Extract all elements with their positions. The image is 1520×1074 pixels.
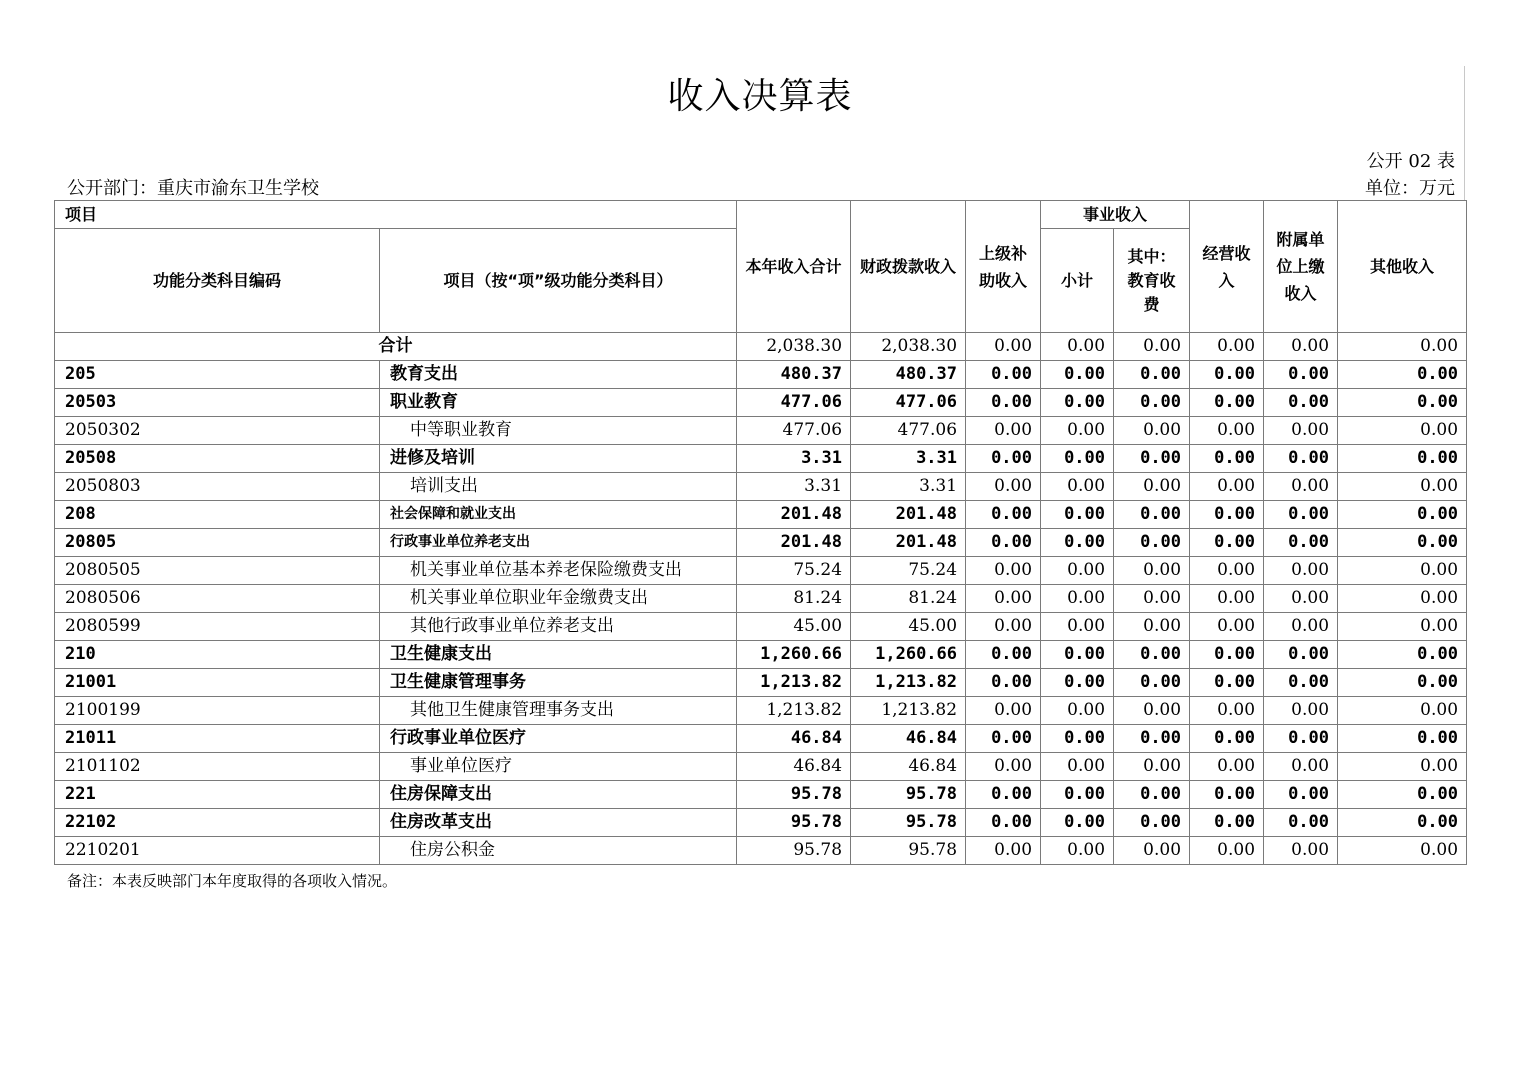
table-row — [55, 641, 1467, 669]
row-value: 480.37 — [737, 361, 851, 389]
header-affiliated: 附属单位上缴收入 — [1264, 201, 1338, 333]
row-value: 0.00 — [1041, 585, 1114, 613]
row-value: 0.00 — [966, 529, 1041, 557]
row-value: 0.00 — [1338, 585, 1467, 613]
row-value: 0.00 — [966, 585, 1041, 613]
row-name: 卫生健康支出 — [380, 641, 737, 669]
row-value: 0.00 — [1338, 613, 1467, 641]
total-value: 2,038.30 — [851, 333, 966, 361]
row-value: 1,260.66 — [737, 641, 851, 669]
row-value: 0.00 — [1114, 417, 1190, 445]
row-value: 45.00 — [737, 613, 851, 641]
row-code: 20508 — [55, 445, 380, 473]
row-value: 95.78 — [737, 781, 851, 809]
row-value: 1,213.82 — [851, 697, 966, 725]
row-value: 477.06 — [851, 389, 966, 417]
row-value: 0.00 — [966, 501, 1041, 529]
row-code: 2080505 — [55, 557, 380, 585]
row-value: 0.00 — [966, 613, 1041, 641]
header-other: 其他收入 — [1338, 201, 1467, 333]
row-value: 0.00 — [1338, 557, 1467, 585]
row-value: 201.48 — [851, 501, 966, 529]
row-code: 2080599 — [55, 613, 380, 641]
row-value: 0.00 — [1190, 529, 1264, 557]
row-value: 0.00 — [1190, 417, 1264, 445]
row-value: 0.00 — [1190, 613, 1264, 641]
total-row — [55, 333, 1467, 361]
row-value: 0.00 — [1338, 697, 1467, 725]
row-value: 0.00 — [1114, 697, 1190, 725]
row-value: 81.24 — [737, 585, 851, 613]
row-value: 45.00 — [851, 613, 966, 641]
row-name: 行政事业单位养老支出 — [380, 529, 737, 557]
row-name: 住房改革支出 — [380, 809, 737, 837]
row-value: 1,260.66 — [851, 641, 966, 669]
row-value: 0.00 — [966, 641, 1041, 669]
total-value: 0.00 — [966, 333, 1041, 361]
row-name: 卫生健康管理事务 — [380, 669, 737, 697]
table-row — [55, 445, 1467, 473]
row-value: 477.06 — [851, 417, 966, 445]
row-value: 0.00 — [1114, 753, 1190, 781]
row-value: 95.78 — [737, 837, 851, 865]
row-name: 其他卫生健康管理事务支出 — [380, 697, 737, 725]
row-value: 1,213.82 — [851, 669, 966, 697]
department-label: 公开部门：重庆市渝东卫生学校 — [67, 178, 319, 199]
row-value: 0.00 — [1338, 641, 1467, 669]
row-code: 205 — [55, 361, 380, 389]
row-value: 0.00 — [966, 445, 1041, 473]
row-value: 0.00 — [1338, 809, 1467, 837]
row-name: 行政事业单位医疗 — [380, 725, 737, 753]
row-value: 1,213.82 — [737, 669, 851, 697]
row-value: 0.00 — [1114, 613, 1190, 641]
row-value: 0.00 — [1114, 361, 1190, 389]
table-row — [55, 725, 1467, 753]
row-value: 0.00 — [1041, 753, 1114, 781]
row-value: 0.00 — [1190, 557, 1264, 585]
page-title: 收入决算表 — [667, 76, 853, 117]
row-value: 0.00 — [1264, 809, 1338, 837]
row-value: 95.78 — [851, 809, 966, 837]
row-name: 其他行政事业单位养老支出 — [380, 613, 737, 641]
footnote: 备注：本表反映部门本年度取得的各项收入情况。 — [67, 872, 398, 890]
header-subtotal: 小计 — [1041, 229, 1114, 333]
table-row — [55, 613, 1467, 641]
row-code: 2050803 — [55, 473, 380, 501]
table-row — [55, 529, 1467, 557]
row-code: 21011 — [55, 725, 380, 753]
row-value: 0.00 — [1190, 473, 1264, 501]
row-value: 477.06 — [737, 417, 851, 445]
row-value: 0.00 — [1114, 725, 1190, 753]
row-value: 0.00 — [1114, 557, 1190, 585]
row-value: 0.00 — [1114, 641, 1190, 669]
row-value: 0.00 — [1041, 781, 1114, 809]
row-value: 0.00 — [1338, 781, 1467, 809]
row-code: 21001 — [55, 669, 380, 697]
row-value: 0.00 — [966, 669, 1041, 697]
row-value: 0.00 — [966, 809, 1041, 837]
row-code: 208 — [55, 501, 380, 529]
row-value: 0.00 — [966, 417, 1041, 445]
header-code: 功能分类科目编码 — [55, 229, 380, 333]
row-value: 0.00 — [1114, 809, 1190, 837]
row-value: 0.00 — [1264, 501, 1338, 529]
table-row — [55, 669, 1467, 697]
row-value: 0.00 — [1114, 501, 1190, 529]
row-code: 2210201 — [55, 837, 380, 865]
row-value: 95.78 — [851, 837, 966, 865]
row-value: 0.00 — [1190, 669, 1264, 697]
row-value: 0.00 — [1264, 557, 1338, 585]
row-value: 0.00 — [966, 557, 1041, 585]
row-value: 0.00 — [1114, 473, 1190, 501]
row-value: 0.00 — [1338, 361, 1467, 389]
header-total: 本年收入合计 — [737, 201, 851, 333]
row-value: 46.84 — [851, 725, 966, 753]
row-value: 3.31 — [737, 473, 851, 501]
row-value: 0.00 — [1041, 837, 1114, 865]
row-value: 0.00 — [966, 361, 1041, 389]
row-value: 0.00 — [1338, 669, 1467, 697]
row-value: 0.00 — [1190, 585, 1264, 613]
row-value: 0.00 — [966, 389, 1041, 417]
row-value: 0.00 — [1264, 725, 1338, 753]
row-value: 0.00 — [1114, 837, 1190, 865]
table-row — [55, 501, 1467, 529]
row-value: 0.00 — [966, 473, 1041, 501]
table-row — [55, 837, 1467, 865]
row-value: 0.00 — [966, 753, 1041, 781]
row-value: 0.00 — [1041, 473, 1114, 501]
row-value: 3.31 — [737, 445, 851, 473]
row-value: 0.00 — [1264, 389, 1338, 417]
row-code: 2080506 — [55, 585, 380, 613]
table-row — [55, 697, 1467, 725]
income-table-body — [55, 201, 1467, 865]
row-name: 中等职业教育 — [380, 417, 737, 445]
row-code: 22102 — [55, 809, 380, 837]
row-value: 0.00 — [1041, 613, 1114, 641]
table-row — [55, 781, 1467, 809]
row-value: 1,213.82 — [737, 697, 851, 725]
table-row — [55, 585, 1467, 613]
header-project: 项目 — [55, 201, 737, 229]
row-value: 0.00 — [1338, 389, 1467, 417]
row-value: 0.00 — [966, 837, 1041, 865]
row-value: 0.00 — [1264, 669, 1338, 697]
row-value: 201.48 — [737, 501, 851, 529]
row-value: 0.00 — [1041, 809, 1114, 837]
table-row — [55, 473, 1467, 501]
header-edu: 其中：教育收费 — [1114, 229, 1190, 333]
total-value: 0.00 — [1114, 333, 1190, 361]
row-value: 0.00 — [1190, 809, 1264, 837]
row-name: 社会保障和就业支出 — [380, 501, 737, 529]
row-value: 46.84 — [737, 753, 851, 781]
row-name: 机关事业单位职业年金缴费支出 — [380, 585, 737, 613]
row-value: 95.78 — [737, 809, 851, 837]
row-value: 0.00 — [1190, 753, 1264, 781]
row-value: 0.00 — [1190, 445, 1264, 473]
row-value: 0.00 — [1338, 445, 1467, 473]
row-value: 0.00 — [1041, 725, 1114, 753]
header-operating: 经营收入 — [1190, 201, 1264, 333]
total-value: 0.00 — [1264, 333, 1338, 361]
header-row-1 — [55, 201, 1467, 229]
row-code: 20503 — [55, 389, 380, 417]
row-value: 0.00 — [1190, 725, 1264, 753]
row-value: 0.00 — [1264, 445, 1338, 473]
row-name: 事业单位医疗 — [380, 753, 737, 781]
row-value: 0.00 — [1338, 473, 1467, 501]
row-code: 210 — [55, 641, 380, 669]
row-value: 0.00 — [1338, 837, 1467, 865]
income-table — [54, 200, 1467, 865]
row-name: 进修及培训 — [380, 445, 737, 473]
row-name: 培训支出 — [380, 473, 737, 501]
row-value: 0.00 — [1190, 389, 1264, 417]
table-row — [55, 417, 1467, 445]
row-value: 75.24 — [851, 557, 966, 585]
row-value: 0.00 — [1338, 753, 1467, 781]
row-value: 0.00 — [1041, 529, 1114, 557]
table-row — [55, 557, 1467, 585]
row-name: 住房公积金 — [380, 837, 737, 865]
row-code: 20805 — [55, 529, 380, 557]
row-name: 职业教育 — [380, 389, 737, 417]
row-value: 0.00 — [1190, 641, 1264, 669]
row-value: 75.24 — [737, 557, 851, 585]
row-value: 0.00 — [1264, 361, 1338, 389]
header-fiscal: 财政拨款收入 — [851, 201, 966, 333]
row-code: 221 — [55, 781, 380, 809]
row-value: 0.00 — [1338, 417, 1467, 445]
row-value: 0.00 — [1264, 641, 1338, 669]
row-value: 0.00 — [1041, 389, 1114, 417]
row-value: 0.00 — [1114, 445, 1190, 473]
row-value: 0.00 — [1338, 529, 1467, 557]
total-value: 0.00 — [1041, 333, 1114, 361]
row-value: 46.84 — [737, 725, 851, 753]
row-value: 0.00 — [1041, 641, 1114, 669]
row-value: 0.00 — [966, 725, 1041, 753]
row-code: 2100199 — [55, 697, 380, 725]
row-value: 0.00 — [1264, 697, 1338, 725]
table-row — [55, 809, 1467, 837]
row-name: 教育支出 — [380, 361, 737, 389]
row-value: 0.00 — [1190, 501, 1264, 529]
row-value: 0.00 — [1190, 697, 1264, 725]
row-value: 0.00 — [1264, 473, 1338, 501]
row-value: 201.48 — [737, 529, 851, 557]
row-code: 2050302 — [55, 417, 380, 445]
table-row — [55, 389, 1467, 417]
row-value: 0.00 — [1190, 837, 1264, 865]
row-value: 0.00 — [966, 697, 1041, 725]
row-name: 住房保障支出 — [380, 781, 737, 809]
header-business: 事业收入 — [1041, 201, 1190, 229]
table-row — [55, 753, 1467, 781]
total-value: 0.00 — [1190, 333, 1264, 361]
row-value: 480.37 — [851, 361, 966, 389]
row-name: 机关事业单位基本养老保险缴费支出 — [380, 557, 737, 585]
row-value: 0.00 — [1264, 529, 1338, 557]
row-value: 0.00 — [1338, 501, 1467, 529]
total-value: 2,038.30 — [737, 333, 851, 361]
table-row — [55, 361, 1467, 389]
row-value: 0.00 — [1264, 781, 1338, 809]
row-value: 95.78 — [851, 781, 966, 809]
row-code: 2101102 — [55, 753, 380, 781]
row-value: 0.00 — [1114, 389, 1190, 417]
row-value: 201.48 — [851, 529, 966, 557]
row-value: 0.00 — [1190, 781, 1264, 809]
row-value: 0.00 — [1338, 725, 1467, 753]
row-value: 0.00 — [1041, 697, 1114, 725]
header-name: 项目（按“项”级功能分类科目） — [380, 229, 737, 333]
row-value: 81.24 — [851, 585, 966, 613]
row-value: 0.00 — [1041, 501, 1114, 529]
row-value: 0.00 — [1264, 837, 1338, 865]
row-value: 0.00 — [1114, 781, 1190, 809]
row-value: 0.00 — [1264, 417, 1338, 445]
row-value: 0.00 — [1264, 585, 1338, 613]
row-value: 46.84 — [851, 753, 966, 781]
table-number: 公开 02 表 — [1366, 151, 1455, 172]
row-value: 0.00 — [1264, 753, 1338, 781]
total-label: 合计 — [55, 333, 737, 361]
row-value: 0.00 — [1190, 361, 1264, 389]
total-value: 0.00 — [1338, 333, 1467, 361]
row-value: 3.31 — [851, 445, 966, 473]
row-value: 0.00 — [1114, 529, 1190, 557]
row-value: 0.00 — [1041, 361, 1114, 389]
header-superior: 上级补助收入 — [966, 201, 1041, 333]
row-value: 0.00 — [1041, 557, 1114, 585]
row-value: 3.31 — [851, 473, 966, 501]
row-value: 0.00 — [1041, 417, 1114, 445]
row-value: 0.00 — [1041, 669, 1114, 697]
row-value: 0.00 — [1114, 585, 1190, 613]
row-value: 0.00 — [1264, 613, 1338, 641]
row-value: 0.00 — [1041, 445, 1114, 473]
unit-label: 单位：万元 — [1365, 178, 1455, 199]
row-value: 0.00 — [1114, 669, 1190, 697]
row-value: 477.06 — [737, 389, 851, 417]
row-value: 0.00 — [966, 781, 1041, 809]
